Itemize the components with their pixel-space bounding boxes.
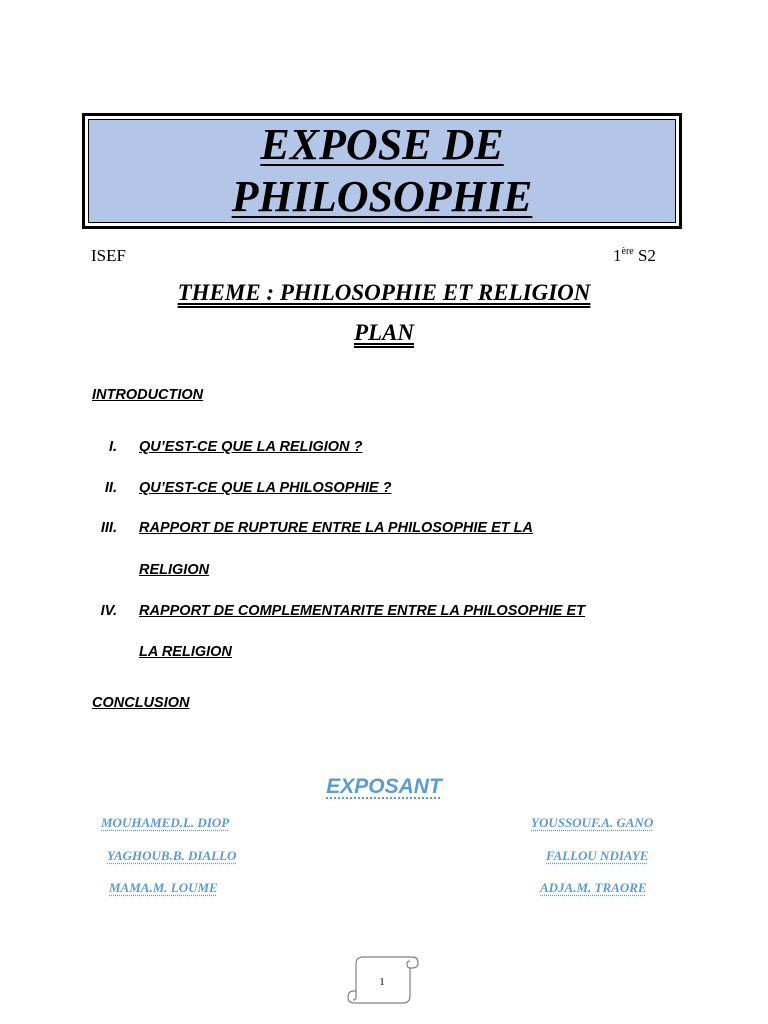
presenter-right-2: FALLOU NDIAYE <box>546 848 649 863</box>
introduction-heading: INTRODUCTION <box>92 387 204 403</box>
section-1-numeral: I. <box>108 439 117 455</box>
title-box <box>82 113 682 229</box>
conclusion-heading: CONCLUSION <box>92 695 190 711</box>
exposant-heading: EXPOSANT <box>326 775 442 798</box>
title-line-2: PHILOSOPHIE <box>231 172 533 221</box>
class-number: 1 <box>613 246 622 265</box>
presenter-left-2: YAGHOUB.B. DIALLO <box>107 848 237 863</box>
section-4-title-line-1: RAPPORT DE COMPLEMENTARITE ENTRE LA PHILOSOPHIE ET <box>139 603 586 619</box>
school-label: ISEF <box>91 246 126 265</box>
section-2-title: QU’EST-CE QUE LA PHILOSOPHIE ? <box>139 480 392 496</box>
title-banner <box>88 119 676 223</box>
class-suffix: S2 <box>637 246 656 265</box>
class-superscript: ère <box>621 246 634 257</box>
class-label <box>613 246 656 266</box>
plan-heading: PLAN <box>353 320 415 345</box>
presenter-left-1: MOUHAMED.L. DIOP <box>101 815 230 830</box>
title-line-1: EXPOSE DE <box>260 120 504 169</box>
section-4-numeral: IV. <box>100 603 117 619</box>
section-4-title-line-2: LA RELIGION <box>139 644 232 660</box>
page-number: 1 <box>379 976 385 988</box>
presenter-right-1: YOUSSOUF.A. GANO <box>531 815 654 830</box>
section-1-title: QU’EST-CE QUE LA RELIGION ? <box>139 439 363 455</box>
section-3-title-line-2: RELIGION <box>139 562 210 578</box>
theme-heading: THEME : PHILOSOPHIE ET RELIGION <box>177 280 591 305</box>
presenter-right-3: ADJA.M. TRAORE <box>540 880 647 895</box>
section-3-title-line-1: RAPPORT DE RUPTURE ENTRE LA PHILOSOPHIE ET LA <box>139 520 533 536</box>
section-2-numeral: II. <box>104 480 117 496</box>
presenter-left-3: MAMA.M. LOUME <box>109 880 218 895</box>
section-3-numeral: III. <box>100 520 117 536</box>
